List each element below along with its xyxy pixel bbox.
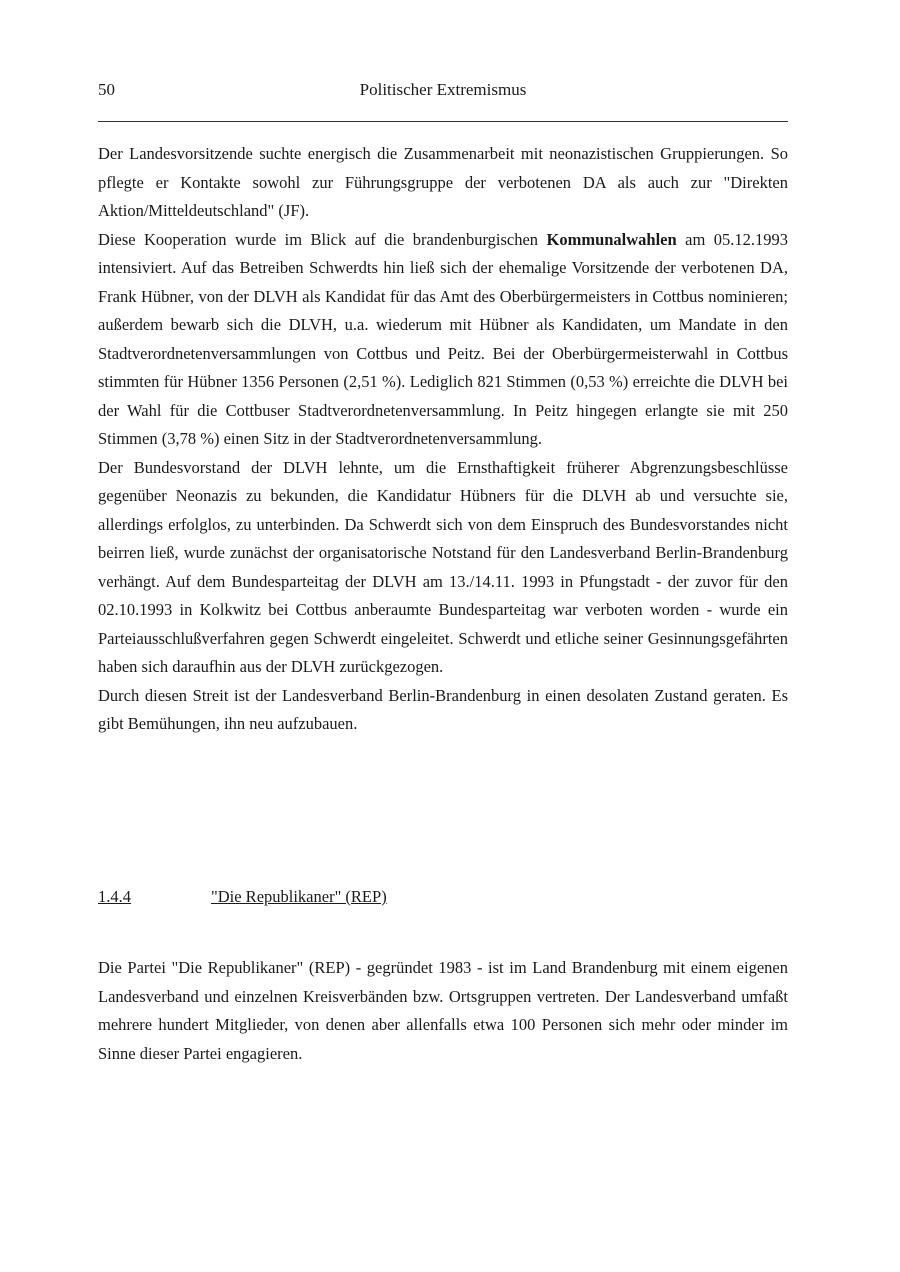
section-number: 1.4.4	[98, 887, 131, 906]
paragraph-4: Durch diesen Streit ist der Landesverband Berlin-Brandenburg in einen desolaten Zustand geraten. Es gibt Bemühungen, ihn neu aufzubauen.	[98, 685, 788, 733]
paragraph-1: Der Landesvorsitzende suchte energisch die Zusammenarbeit mit neonazistischen Gruppierungen. So pflegte er Kontakte sowohl zur Führungsgruppe der verbotenen DA als auch zur "Direkten Aktion/Mitteldeutschland" (JF).	[98, 144, 788, 220]
paragraph-3: Der Bundesvorstand der DLVH lehnte, um die Ernsthaftigkeit früherer Abgrenzungsbeschlüsse gegenüber Neonazis zu bekunden, die Kandidatur Hübners für die DLVH ab und versuchte sie, allerdings erfolglos, zu unterbinden. Da Schwerdt sich von dem Einspruch des Bundesvorstandes nicht beirren ließ, wurde zunächst der organisatorische Notstand für den Landesverband Berlin-Brandenburg verhängt. Auf dem Bundesparteitag der DLVH am 13./14.11. 1993 in Pfungstadt - der zuvor für den 02.10.1993 in Kolkwitz bei Cottbus anberaumte Bundesparteitag war verboten worden - wurde ein Parteiausschlußverfahren gegen Schwerdt eingeleitet. Schwerdt und etliche seiner Gesinnungsgefährten haben sich daraufhin aus der DLVH zurückgezogen.	[98, 457, 788, 676]
header-rule	[98, 121, 788, 122]
keyword-kommunalwahlen: Kommunalwahlen	[546, 229, 677, 249]
body-text	[98, 140, 788, 739]
paragraph-2-start: Diese Kooperation wurde im Blick auf die brandenburgischen	[98, 229, 547, 249]
page-number: 50	[98, 80, 115, 99]
section-paragraph-1: Die Partei "Die Republikaner" (REP) - gegründet 1983 - ist im Land Brandenburg mit einem eigenen Landesverband und einzelnen Kreisverbänden bzw. Ortsgruppen vertreten. Der Landesverband umfaßt mehrere hundert Mitglieder, von denen aber allenfalls etwa 100 Personen sich mehr oder minder im Sinne dieser Partei engagieren.	[98, 958, 788, 1063]
paragraph-2-rest: am 05.12.1993 intensiviert. Auf das Betreiben Schwerdts hin ließ sich der ehemalige Vorsitzende der verbotenen DA, Frank Hübner, von der DLVH als Kandidat für das Amt des Oberbürgermeisters in Cottbus nominieren; außerdem bewarb sich die DLVH, u.a. wiederum mit Hübner als Kandidaten, um Mandate in den Stadtverordnetenversammlungen von Cottbus und Peitz. Bei der Oberbürgermeisterwahl in Cottbus stimmten für Hübner 1356 Personen (2,51 %). Lediglich 821 Stimmen (0,53 %) erreichte die DLVH bei der Wahl für die Cottbuser Stadtverordnetenversammlung. In Peitz hingegen erlangte sie mit 250 Stimmen (3,78 %) einen Sitz in der Stadtverordnetenversammlung.	[98, 229, 788, 448]
paragraph-2	[98, 226, 788, 454]
page-header	[98, 80, 788, 108]
section-text	[98, 954, 788, 1068]
section-title: "Die Republikaner" (REP)	[211, 887, 387, 906]
running-title: Politischer Extremismus	[359, 80, 527, 99]
